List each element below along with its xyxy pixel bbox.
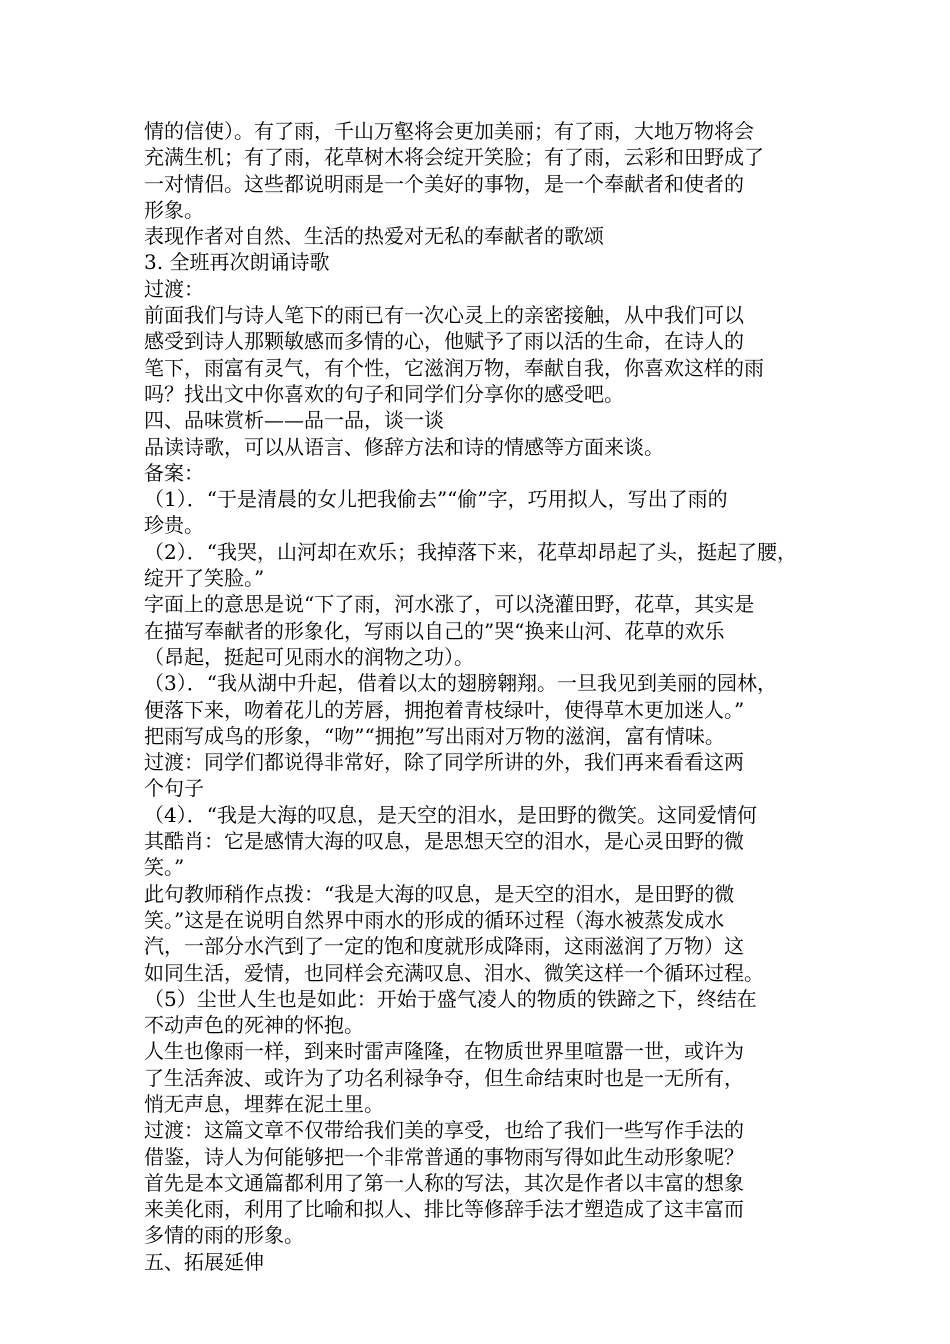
text-line: 字面上的意思是说“下了雨，河水涨了，可以浇灌田野，花草，其实是 — [144, 592, 755, 617]
text-line: 充满生机；有了雨，花草树木将会绽开笑脸；有了雨，云彩和田野成了 — [144, 145, 764, 170]
text-line: 过渡：这篇文章不仅带给我们美的享受，也给了我们一些写作手法的 — [144, 1118, 744, 1143]
text-line: 来美化雨，利用了比喻和拟人、排比等修辞手法才塑造成了这丰富而 — [144, 1197, 744, 1222]
text-line: （5）尘世人生也是如此：开始于盛气凌人的物质的铁蹄之下，终结在 — [144, 986, 757, 1011]
text-line: 感受到诗人那颗敏感而多情的心，他赋予了雨以活的生命，在诗人的 — [144, 329, 744, 354]
text-line: 情的信使）。有了雨，千山万壑将会更加美丽；有了雨，大地万物将会 — [144, 119, 754, 143]
text-line: （4）．“我是大海的叹息，是天空的泪水，是田野的微笑。这同爱情何 — [144, 802, 757, 827]
text-line: 悄无声息，埋葬在泥土里。 — [144, 1091, 384, 1116]
text-line: 便落下来，吻着花儿的芳唇，拥抱着青枝绿叶，使得草木更加迷人。” — [144, 697, 745, 722]
text-line: 首先是本文通篇都利用了第一人称的写法，其次是作者以丰富的想象 — [144, 1170, 744, 1195]
document-body — [144, 118, 816, 1275]
text-line: （2）．“我哭，山河却在欢乐；我掉落下来，花草却昂起了头，挺起了腰， — [144, 539, 797, 564]
text-line: 其酷肖：它是感情大海的叹息，是思想天空的泪水，是心灵田野的微 — [144, 829, 744, 854]
section-heading: 四、品味赏析——品一品，谈一谈 — [144, 408, 444, 433]
text-line: 如同生活，爱情，也同样会充满叹息、泪水、微笑这样一个循环过程。 — [144, 960, 764, 985]
text-line: 吗？找出文中你喜欢的句子和同学们分享你的感受吧。 — [144, 381, 624, 406]
text-line: 过渡：同学们都说得非常好，除了同学所讲的外，我们再来看看这两 — [144, 750, 744, 775]
text-line: 笑。”这是在说明自然界中雨水的形成的循环过程（海水被蒸发成水 — [144, 907, 725, 932]
text-line: 把雨写成鸟的形象，“吻”“拥抱”写出雨对万物的滋润，富有情味。 — [144, 723, 725, 748]
text-line: 个句子 — [144, 776, 204, 801]
text-line: 不动声色的死神的怀抱。 — [144, 1013, 364, 1038]
text-line: 在描写奉献者的形象化，写雨以自己的”哭“换来山河、花草的欢乐 — [144, 618, 725, 643]
text-line: 借鉴，诗人为何能够把一个非常普通的事物雨写得如此生动形象呢？ — [144, 1144, 744, 1169]
text-line: 表现作者对自然、生活的热爱对无私的奉献者的歌颂 — [144, 224, 604, 249]
text-line: 备案： — [144, 460, 204, 485]
text-line: 绽开了笑脸。” — [144, 566, 265, 591]
text-line: 一对情侣。这些都说明雨是一个美好的事物，是一个奉献者和使者的 — [144, 171, 744, 196]
text-line: （3）．“我从湖中升起，借着以太的翅膀翱翔。一旦我见到美丽的园林， — [144, 671, 777, 696]
text-line: 多情的雨的形象。 — [144, 1223, 304, 1248]
text-line: 笔下，雨富有灵气，有个性，它滋润万物，奉献自我，你喜欢这样的雨 — [144, 355, 764, 380]
text-line: 笑。” — [144, 855, 185, 880]
text-line: 人生也像雨一样，到来时雷声隆隆，在物质世界里喧嚣一世，或许为 — [144, 1039, 744, 1064]
section-heading: 3. 全班再次朗诵诗歌 — [144, 250, 330, 275]
text-line: （1）．“于是清晨的女儿把我偷去”“偷”字，巧用拟人，写出了雨的 — [144, 487, 728, 512]
text-line: 过渡： — [144, 276, 204, 301]
text-line: 前面我们与诗人笔下的雨已有一次心灵上的亲密接触，从中我们可以 — [144, 303, 744, 328]
text-line: 品读诗歌，可以从语言、修辞方法和诗的情感等方面来谈。 — [144, 434, 664, 459]
section-heading: 五、拓展延伸 — [144, 1249, 264, 1274]
text-line: 此句教师稍作点拨：“我是大海的叹息，是天空的泪水，是田野的微 — [144, 881, 735, 906]
text-line: （昂起，挺起可见雨水的润物之功）。 — [144, 644, 474, 669]
text-line: 了生活奔波、或许为了功名利禄争夺，但生命结束时也是一无所有， — [144, 1065, 744, 1090]
text-line: 汽，一部分水汽到了一定的饱和度就形成降雨，这雨滋润了万物）这 — [144, 934, 744, 959]
text-line: 珍贵。 — [144, 513, 204, 538]
text-line: 形象。 — [144, 197, 204, 222]
